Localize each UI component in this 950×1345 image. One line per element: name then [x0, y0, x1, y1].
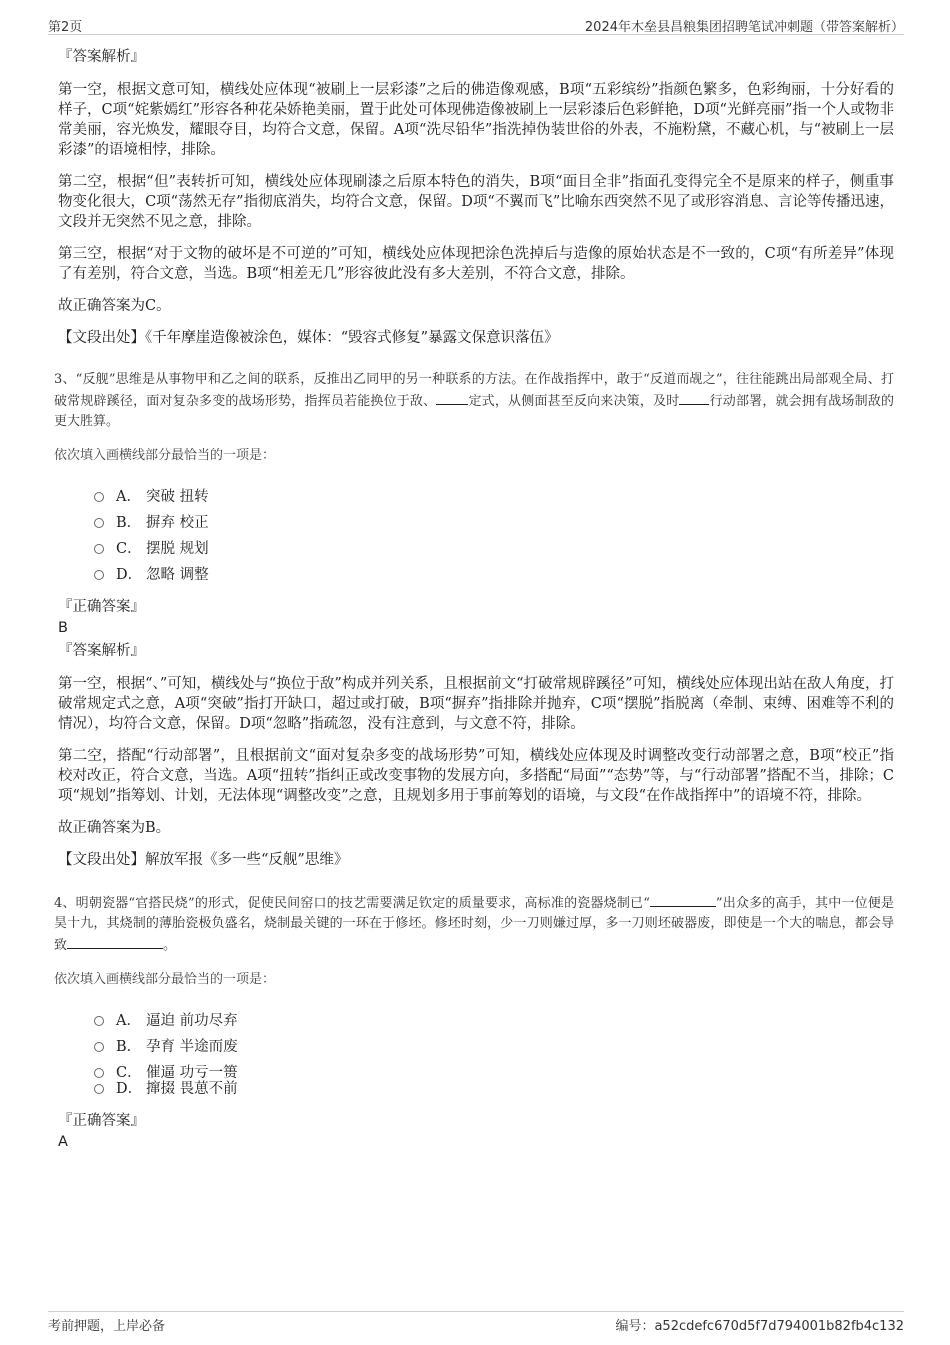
- q3-stem: 3、“反舰”思维是从事物甲和乙之间的联系，反推出乙同甲的另一种联系的方法。在作战指挥中，敢于“反道而觇之”，往往能跳出局部观全局、打破常规辟蹊径，面对复杂多变的战场形势，指挥员若能换位于敌、 定式，从侧面甚至反向来决策，及时 行动部署，就会拥有战场制敌的更大胜算。: [54, 372, 894, 429]
- radio-icon[interactable]: [94, 1016, 104, 1026]
- q3-analysis-paragraph-1: 第一空，根据“、”可知，横线处与“换位于敌”构成并列关系，且根据前文“打破常规辟蹊径”可知，横线处应体现出站在敌人角度，打破常规定式之意，A项“突破”指打开缺口，超过或打破，B项“摒弃”指排除并抛弃，C项“摆脱”指脱离（牵制、束缚、困难等不利的情况），均符合文意，保留。D项“忽略”指疏忽，没有注意到，与文意不符，排除。: [58, 676, 894, 732]
- radio-icon[interactable]: [94, 518, 104, 528]
- page-content: [54, 46, 894, 1154]
- page-header: [48, 14, 904, 35]
- q4-option-c[interactable]: C． 催逼 功亏一篑: [94, 1060, 894, 1086]
- q3-blank-1: [436, 390, 468, 405]
- q3-answer: B: [58, 620, 68, 636]
- question-4: [54, 892, 894, 990]
- q3-prompt: 依次填入画横线部分最恰当的一项是：: [54, 448, 276, 463]
- radio-icon[interactable]: [94, 1084, 104, 1094]
- q2-analysis-paragraph-2: 第二空，根据“但”表转折可知，横线处应体现刷漆之后原本特色的消失，B项“面目全非”指面孔变得完全不是原来的样子，侧重事物变化很大，C项“荡然无存”指彻底消失，均符合文意，保留。D项“不翼而飞”比喻东西突然不见了或形容消息、言论等传播迅速，文段并无突然不见之意，排除。: [58, 174, 894, 230]
- question-3: [54, 370, 894, 466]
- q4-blank-1: [650, 892, 716, 907]
- radio-icon[interactable]: [94, 544, 104, 554]
- q4-option-b[interactable]: B． 孕育 半途而废: [94, 1034, 894, 1060]
- q3-option-a[interactable]: A． 突破 扭转: [94, 484, 894, 510]
- q4-answer-label: 『正确答案』: [58, 1113, 145, 1129]
- page-footer: [48, 1311, 904, 1334]
- q4-options: [94, 1008, 894, 1102]
- footer-slogan: 考前押题，上岸必备: [48, 1319, 166, 1334]
- radio-icon[interactable]: [94, 570, 104, 580]
- q4-answer: A: [58, 1134, 68, 1150]
- q3-analysis-label: 『答案解析』: [58, 643, 145, 659]
- q4-option-d[interactable]: D． 撺掇 畏葸不前: [94, 1076, 894, 1102]
- q3-option-b[interactable]: B． 摒弃 校正: [94, 510, 894, 536]
- q2-source: 【文段出处】《千年摩崖造像被涂色，媒体：“毁容式修复”暴露文保意识落伍》: [58, 330, 559, 346]
- q4-stem: 4、明朝瓷器“官搭民烧”的形式，促使民间窑口的技艺需要满足钦定的质量要求，高标准的瓷器烧制已“ ”出众多的高手，其中一位便是昊十九，其烧制的薄胎瓷极负盛名，烧制最关键的一环在于修坯。修坯时刻，少一刀则嫌过厚，多一刀则坯破器废，即使是一个大的喘息，都会导致 。: [54, 892, 894, 956]
- page-number: 第2页: [48, 20, 83, 35]
- radio-icon[interactable]: [94, 1042, 104, 1052]
- q3-option-c[interactable]: C． 摆脱 规划: [94, 536, 894, 562]
- q3-blank-2: [679, 390, 709, 405]
- q3-answer-label: 『正确答案』: [58, 599, 145, 615]
- q2-analysis-paragraph-3: 第三空，根据“对于文物的破坏是不可逆的”可知，横线处应体现把涂色洗掉后与造像的原始状态是不一致的，C项“有所差异”体现了有差别，符合文意，当选。B项“相差无几”形容彼此没有多大差别，不符合文意，排除。: [58, 246, 894, 282]
- q3-source: 【文段出处】解放军报《多一些“反舰”思维》: [58, 852, 349, 868]
- q3-analysis-paragraph-2: 第二空，搭配“行动部署”，且根据前文“面对复杂多变的战场形势”可知，横线处应体现及时调整改变行动部署之意，B项“校正”指校对改正，符合文意，当选。A项“扭转”指纠正或改变事物的发展方向，多搭配“局面”“态势”等，与“行动部署”搭配不当，排除；C项“规划”指筹划、计划，无法体现“调整改变”之意，且规划多用于事前筹划的语境，与文段“在作战指挥中”的语境不符，排除。: [58, 748, 894, 804]
- q3-conclusion: 故正确答案为B。: [58, 820, 171, 836]
- q3-options: [94, 484, 894, 588]
- document-code: 编号：a52cdefc670d5f7d794001b82fb4c132: [615, 1319, 904, 1334]
- q2-analysis-paragraph-1: 第一空，根据文意可知，横线处应体现“被刷上一层彩漆”之后的佛造像观感，B项“五彩缤纷”指颜色繁多，色彩绚丽，十分好看的样子，C项“姹紫嫣红”形容各种花朵娇艳美丽，置于此处可体现佛造像被刷上一层彩漆后色彩鲜艳，D项“光鲜亮丽”指一个人或物非常美丽，容光焕发，耀眼夺目，均符合文意，保留。A项“洗尽铅华”指洗掉伪装世俗的外表，不施粉黛，不藏心机，与“被刷上一层彩漆”的语境相悖，排除。: [58, 82, 894, 158]
- radio-icon[interactable]: [94, 492, 104, 502]
- q3-option-d[interactable]: D． 忽略 调整: [94, 562, 894, 588]
- q4-option-a[interactable]: A． 逼迫 前功尽弃: [94, 1008, 894, 1034]
- q4-blank-2: [67, 934, 163, 949]
- q2-conclusion: 故正确答案为C。: [58, 298, 171, 314]
- q4-prompt: 依次填入画横线部分最恰当的一项是：: [54, 972, 276, 987]
- document-title: 2024年木垒县昌粮集团招聘笔试冲刺题（带答案解析）: [584, 20, 904, 35]
- q2-analysis-label: 『答案解析』: [58, 49, 145, 65]
